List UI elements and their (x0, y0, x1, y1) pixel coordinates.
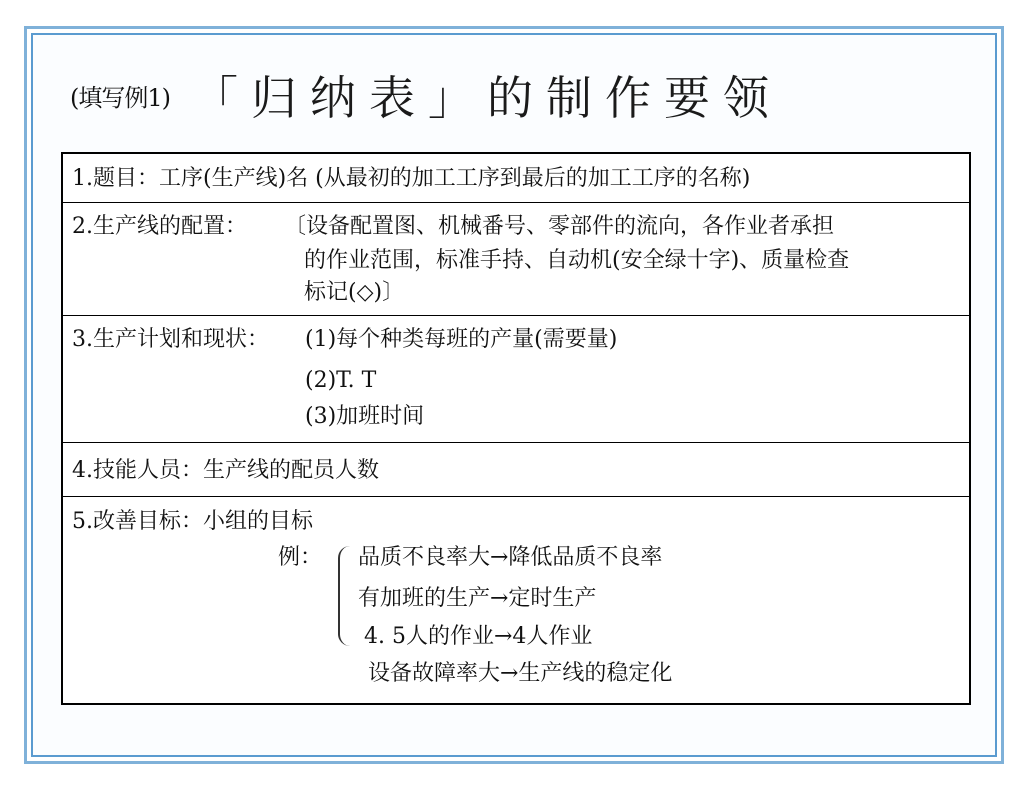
row1-text: 1.题目：工序(生产线)名 (从最初的加工工序到最后的加工工序的名称) (72, 166, 751, 191)
row2-line-3: 标记(◇)〕 (304, 280, 405, 305)
example-label: 例： (278, 545, 323, 570)
row2-label: 2.生产线的配置： (72, 214, 247, 239)
row2-line-1: 〔设备配置图、机械番号、零部件的流向，各作业者承担 (284, 214, 835, 239)
row4-text: 4.技能人员：生产线的配员人数 (72, 458, 379, 483)
row2-line-2: 的作业范围，标准手持、自动机(安全绿十字)、质量检查 (304, 248, 850, 273)
example-item-1: 品质不良率大→降低品质不良率 (358, 545, 663, 570)
title-row (70, 60, 782, 130)
example-item-2: 有加班的生产→定时生产 (358, 586, 597, 611)
row3-label: 3.生产计划和现状： (72, 327, 269, 352)
subtitle: (填写例1) (70, 83, 170, 112)
example-brace (338, 546, 354, 646)
row3-line-1: (1)每个种类每班的产量(需要量) (305, 327, 618, 352)
example-item-3: 4. 5人的作业→4人作业 (364, 624, 593, 649)
page-title: 「归纳表」的制作要领 (192, 71, 782, 125)
row5-label: 5.改善目标：小组的目标 (72, 509, 313, 534)
example-item-4: 设备故障率大→生产线的稳定化 (368, 661, 673, 686)
row3-line-2: (2)T. T (305, 368, 377, 393)
row3-line-3: (3)加班时间 (305, 404, 425, 429)
